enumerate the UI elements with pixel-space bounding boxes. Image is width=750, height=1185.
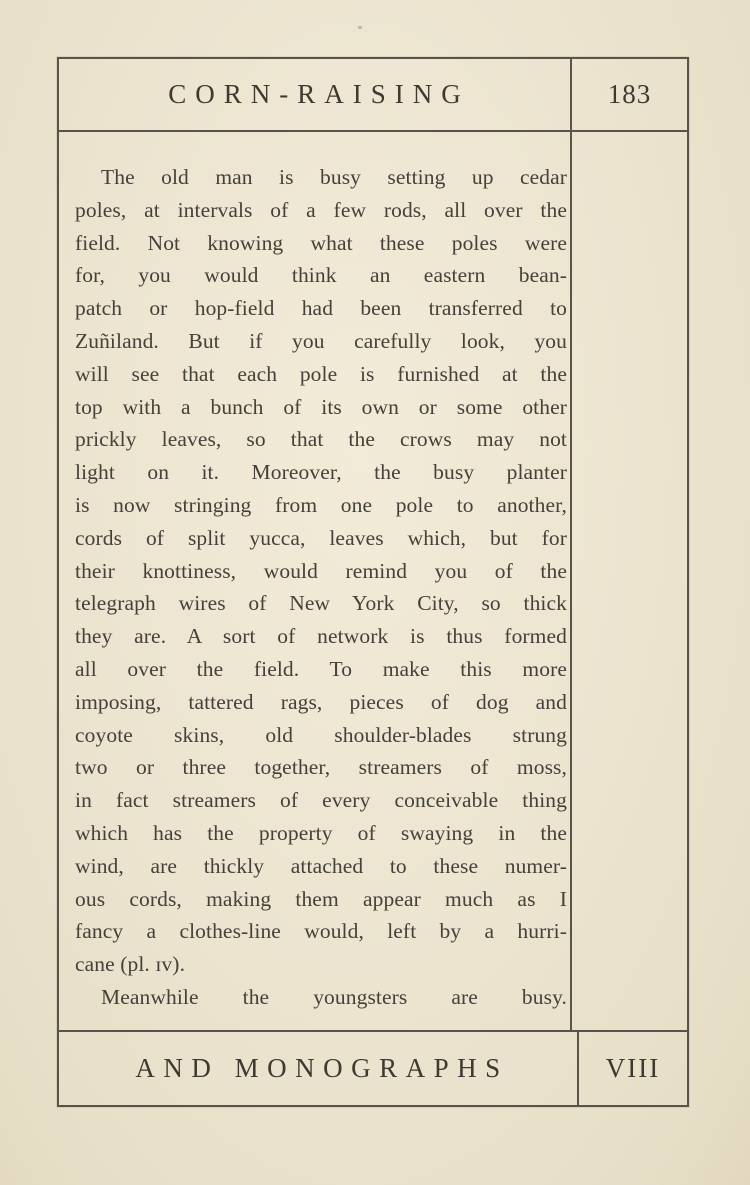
footer-imprint-cell	[59, 1032, 579, 1105]
text-line: coyote skins, old shoulder-blades strung	[75, 722, 567, 747]
text-line: cane (pl. ɪᴠ).	[75, 952, 186, 977]
text-line: Meanwhile the youngsters are busy.	[101, 984, 567, 1009]
page-number: 183	[607, 79, 652, 109]
page-body	[59, 132, 687, 1030]
text-line: two or three together, streamers of moss,	[75, 755, 567, 780]
scan-speck	[358, 26, 362, 29]
text-column	[59, 132, 572, 1030]
text-line: top with a bunch of its own or some other	[75, 394, 567, 419]
page-header	[59, 59, 687, 132]
page-frame	[57, 57, 689, 1107]
text-line: patch or hop-field had been transferred to	[75, 296, 567, 321]
text-line: in fact streamers of every conceivable thing	[75, 788, 567, 813]
text-line: fancy a clothes-line would, left by a hurri-	[75, 919, 567, 944]
text-line: is now stringing from one pole to another,	[75, 492, 567, 517]
header-number-cell	[572, 59, 687, 130]
text-line: they are. A sort of network is thus formed	[75, 624, 567, 649]
running-title: CORN-RAISING	[168, 79, 470, 109]
text-line: their knottiness, would remind you of the	[75, 558, 567, 583]
text-line: Zuñiland. But if you carefully look, you	[75, 328, 567, 353]
text-line: telegraph wires of New York City, so thick	[75, 591, 567, 616]
text-line: field. Not knowing what these poles were	[75, 230, 567, 255]
volume-number: VIII	[605, 1053, 661, 1083]
series-imprint: AND MONOGRAPHS	[135, 1053, 509, 1083]
text-line: ous cords, making them appear much as I	[75, 886, 567, 911]
text-line: all over the field. To make this more	[75, 656, 567, 681]
text-line: will see that each pole is furnished at the	[75, 361, 567, 386]
text-line: prickly leaves, so that the crows may not	[75, 427, 567, 452]
text-line: light on it. Moreover, the busy planter	[75, 460, 567, 485]
text-line: wind, are thickly attached to these numer-	[75, 853, 567, 878]
header-title-cell	[59, 59, 572, 130]
text-line: cords of split yucca, leaves which, but for	[75, 525, 567, 550]
page-footer	[59, 1030, 687, 1105]
footer-volume-cell	[579, 1032, 687, 1105]
margin-column	[572, 132, 687, 1030]
text-line: for, you would think an eastern bean-	[75, 263, 567, 288]
text-line: imposing, tattered rags, pieces of dog and	[75, 689, 567, 714]
text-line: The old man is busy setting up cedar	[101, 165, 567, 189]
text-line: poles, at intervals of a few rods, all over the	[75, 197, 567, 222]
text-line: which has the property of swaying in the	[75, 820, 567, 845]
